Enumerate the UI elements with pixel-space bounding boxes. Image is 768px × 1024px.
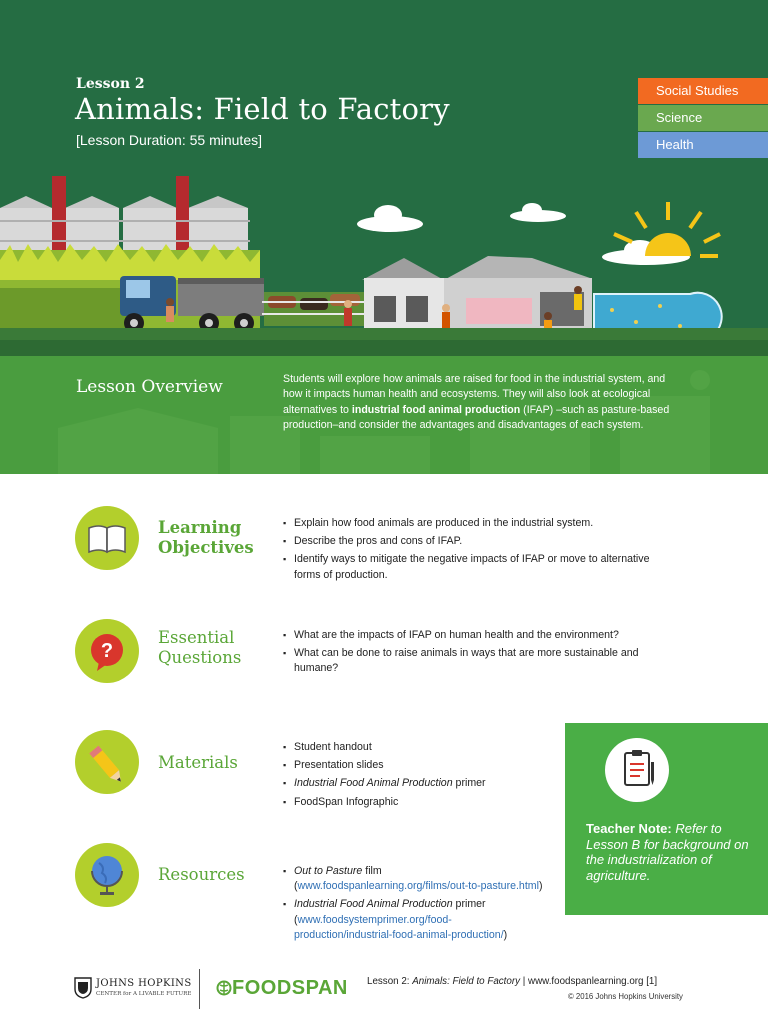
list-item — [283, 795, 543, 810]
ifap-primer-link[interactable]: www.foodsystemprimer.org/food-production/industrial-food-animal-production/ — [294, 913, 504, 941]
list-item: ▪ What can be done to raise animals in ways that are more sustainable and humane? — [283, 646, 668, 676]
item-text: film ( — [294, 865, 382, 893]
overview-text-part: Students will explore how animals are raised for food in the industrial system, and how it impacts human health and ecosystems. They will also look at ecological alternatives to — [283, 373, 666, 416]
teacher-note-body: Refer to Lesson B for background on the industrialization of agriculture. — [586, 821, 749, 883]
resources-title: Resources — [158, 865, 245, 884]
overview-heading: Lesson Overview — [76, 377, 223, 397]
footer-lesson-line — [367, 976, 657, 987]
item-italic: Out to Pasture — [294, 865, 363, 877]
jh-shield-icon — [74, 977, 92, 999]
list-item — [283, 897, 543, 943]
foodspan-leaf-icon — [216, 975, 232, 1001]
item-text: Presentation slides — [294, 759, 384, 772]
lesson-number: Lesson 2 — [76, 76, 145, 92]
title-line: Questions — [158, 648, 242, 667]
johns-hopkins-logo — [74, 977, 192, 1004]
factory-barns-image — [362, 256, 592, 330]
item-text: primer — [452, 777, 486, 790]
tag-science: Science — [638, 105, 768, 131]
lesson-overview — [0, 356, 768, 474]
ground-shadow — [0, 340, 768, 356]
footer-lesson-title: Animals: Field to Factory — [412, 976, 521, 987]
title-line: Essential — [158, 628, 235, 647]
list-item: ▪ What are the impacts of IFAP on human health and the environment? — [283, 628, 668, 643]
overview-text-part: (IFAP) –such as pasture-based production–and consider the advantages and disadvantages of each system. — [283, 403, 670, 431]
list-item — [283, 864, 543, 894]
clouds-image — [357, 203, 690, 265]
question-icon — [75, 619, 139, 683]
item-text: primer ( — [294, 898, 486, 926]
overview-text — [283, 372, 683, 433]
teacher-note-label: Teacher Note: — [586, 821, 672, 836]
learning-objectives-list — [283, 516, 663, 586]
item-italic: Industrial Food Animal Production — [294, 777, 453, 790]
footer-text: Lesson 2: — [367, 976, 413, 987]
foodspan-wordmark: FOODSPAN — [232, 977, 348, 999]
list-item: ▪ Describe the pros and cons of IFAP. — [283, 534, 663, 549]
foodspan-logo — [216, 975, 348, 1006]
list-item: ▪ Identify ways to mitigate the negative impacts of IFAP or move to alternative forms of production. — [283, 552, 663, 582]
item-text: ) — [503, 928, 508, 941]
out-to-pasture-link[interactable]: www.foodspanlearning.org/films/out-to-pasture.html — [297, 880, 539, 893]
teacher-note — [565, 723, 768, 915]
title-line: Objectives — [158, 538, 254, 557]
essential-questions-title — [158, 628, 241, 668]
item-text: Student handout — [294, 741, 372, 753]
jh-subtitle: CENTER for A LIVABLE FUTURE — [96, 991, 192, 997]
footer-text: | www.foodspanlearning.org [1] — [520, 976, 658, 987]
item-text: FoodSpan Infographic — [294, 795, 399, 808]
book-icon — [75, 506, 139, 570]
list-item — [283, 740, 543, 755]
learning-objectives-title — [158, 518, 254, 558]
lesson-header — [0, 0, 768, 356]
essential-questions-list — [283, 628, 668, 680]
list-item — [283, 776, 543, 791]
resources-list — [283, 864, 543, 946]
clipboard-icon — [605, 738, 669, 802]
copyright: © 2016 Johns Hopkins University — [568, 992, 683, 1001]
subject-tags — [638, 78, 768, 159]
item-text: ) — [538, 880, 543, 893]
globe-icon — [75, 843, 139, 907]
farm-factory-illustration — [0, 160, 768, 356]
tag-health: Health — [638, 132, 768, 158]
lesson-duration: [Lesson Duration: 55 minutes] — [76, 132, 262, 148]
page-footer — [0, 960, 768, 1024]
list-item — [283, 758, 543, 773]
jh-name: JOHNS HOPKINS — [96, 978, 192, 989]
pencil-icon — [75, 730, 139, 794]
lesson-title: Animals: Field to Factory — [75, 92, 450, 126]
footer-divider — [199, 969, 200, 1009]
materials-list — [283, 740, 543, 813]
title-line: Learning — [158, 518, 242, 537]
teacher-note-text — [586, 821, 756, 883]
materials-title: Materials — [158, 753, 238, 772]
list-item: ▪ Explain how food animals are produced in the industrial system. — [283, 516, 663, 531]
overview-ifap-term: industrial food animal production — [351, 403, 521, 416]
tag-social-studies: Social Studies — [638, 78, 768, 104]
item-italic: Industrial Food Animal Production — [294, 898, 453, 911]
svg-text:?: ? — [100, 640, 114, 662]
